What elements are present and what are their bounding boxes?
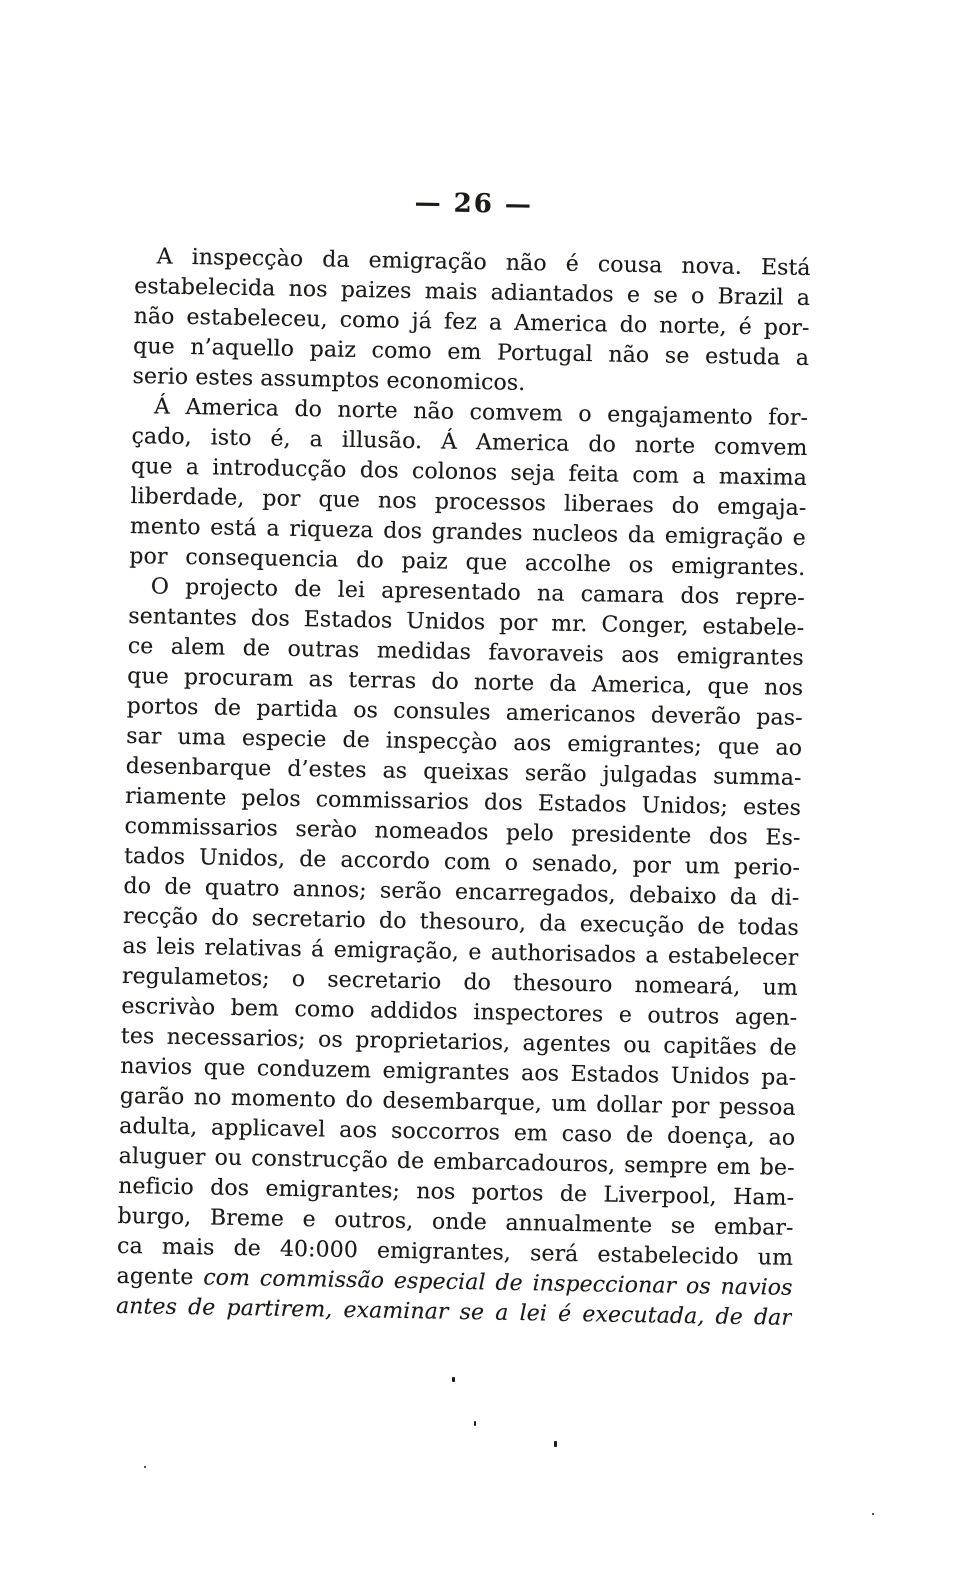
text-line: não estabeleceu, como já fez a America do norte, é por- bbox=[133, 303, 810, 342]
text-line: aluguer ou construcção de embarcadouros, sempre em be- bbox=[118, 1143, 795, 1181]
text-line: regulametos; o secretario do thesouro nomeará, um bbox=[121, 963, 799, 1001]
scan-speck bbox=[474, 1421, 476, 1426]
text-line: serio estes assumptos economicos. bbox=[132, 363, 526, 396]
page-content bbox=[116, 183, 812, 1334]
text-line: do de quatro annos; serão encarregados, debaixo da di- bbox=[123, 873, 800, 911]
text-line: çado, isto é, a illusão. Á America do norte comvem bbox=[131, 423, 808, 462]
body-text bbox=[116, 242, 811, 1334]
text-line: neficio dos emigrantes; nos portos de Liverpool, Ham- bbox=[117, 1173, 795, 1211]
text-line: sar uma especie de inspecçào aos emigrantes; que ao bbox=[125, 723, 803, 761]
text-line: burgo, Breme e outros, onde annualmente se embar- bbox=[117, 1203, 794, 1241]
text-line: estabelecida nos paizes mais adiantados e se o Brazil a bbox=[134, 273, 811, 312]
text-line: portos de partida os consules americanos deverão pas- bbox=[126, 693, 803, 731]
text-line: recção do secretario do thesouro, da execução de todas bbox=[122, 903, 800, 941]
text-segment-italic: com commissão especial de inspeccionar os navios bbox=[203, 1265, 793, 1301]
text-line: O projecto de lei apresentado na camara dos repre- bbox=[150, 574, 806, 611]
text-line: commissarios serào nomeados pelo presidente dos Es- bbox=[124, 813, 801, 851]
text-line: escrivào bem como addidos inspectores e outros agen- bbox=[121, 993, 798, 1031]
text-line: as leis relativas á emigração, e authorisados a estabelecer bbox=[122, 933, 799, 971]
text-line: ca mais de 40:000 emigrantes, será estabelecido um bbox=[116, 1233, 794, 1271]
text-line: por consequencia do paiz que accolhe os emigrantes. bbox=[129, 543, 806, 581]
text-line: garão no momento do desembarque, um dollar por pessoa bbox=[119, 1083, 796, 1121]
text-segment-roman: agente bbox=[116, 1263, 194, 1291]
text-line: antes de partirem, examinar se a lei é executada, de dar bbox=[115, 1293, 793, 1331]
scan-speck bbox=[872, 1513, 874, 1515]
scan-speck bbox=[554, 1441, 557, 1447]
text-line: que a introducção dos colonos seja feita com a maxima bbox=[130, 453, 808, 491]
text-line: navios que conduzem emigrantes aos Estados Unidos pa- bbox=[120, 1053, 797, 1091]
text-line: A inspecçào da emigração não é cousa nova. Está bbox=[156, 244, 811, 282]
text-line: liberdade, por que nos processos liberaes do emgaja- bbox=[130, 483, 807, 521]
text-line: tes necessarios; os proprietarios, agentes ou capitães de bbox=[120, 1023, 797, 1061]
text-line: mento está a riqueza dos grandes nucleos da emigração e bbox=[129, 513, 807, 551]
text-line: adulta, applicavel aos soccorros em caso de doença, ao bbox=[119, 1113, 796, 1151]
scan-speck bbox=[144, 1466, 146, 1468]
text-line: que procuram as terras do norte da America, que nos bbox=[127, 663, 804, 701]
text-line: tados Unidos, de accordo com o senado, por um perio- bbox=[123, 843, 801, 881]
page-number: — 26 — bbox=[414, 187, 534, 221]
text-line: sentantes dos Estados Unidos por mr. Conger, estabele- bbox=[128, 603, 805, 641]
text-line: que n’aquello paiz como em Portugal não se estuda a bbox=[132, 333, 810, 372]
text-line: Á America do norte não comvem o engajamento for- bbox=[153, 394, 809, 432]
text-line: desenbarque d’estes as queixas serão julgadas summa- bbox=[125, 753, 802, 791]
text-line: ce alem de outras medidas favoraveis aos emigrantes bbox=[127, 633, 804, 671]
text-line: riamente pelos commissarios dos Estados Unidos; estes bbox=[124, 783, 802, 821]
scan-speck bbox=[452, 1377, 455, 1382]
